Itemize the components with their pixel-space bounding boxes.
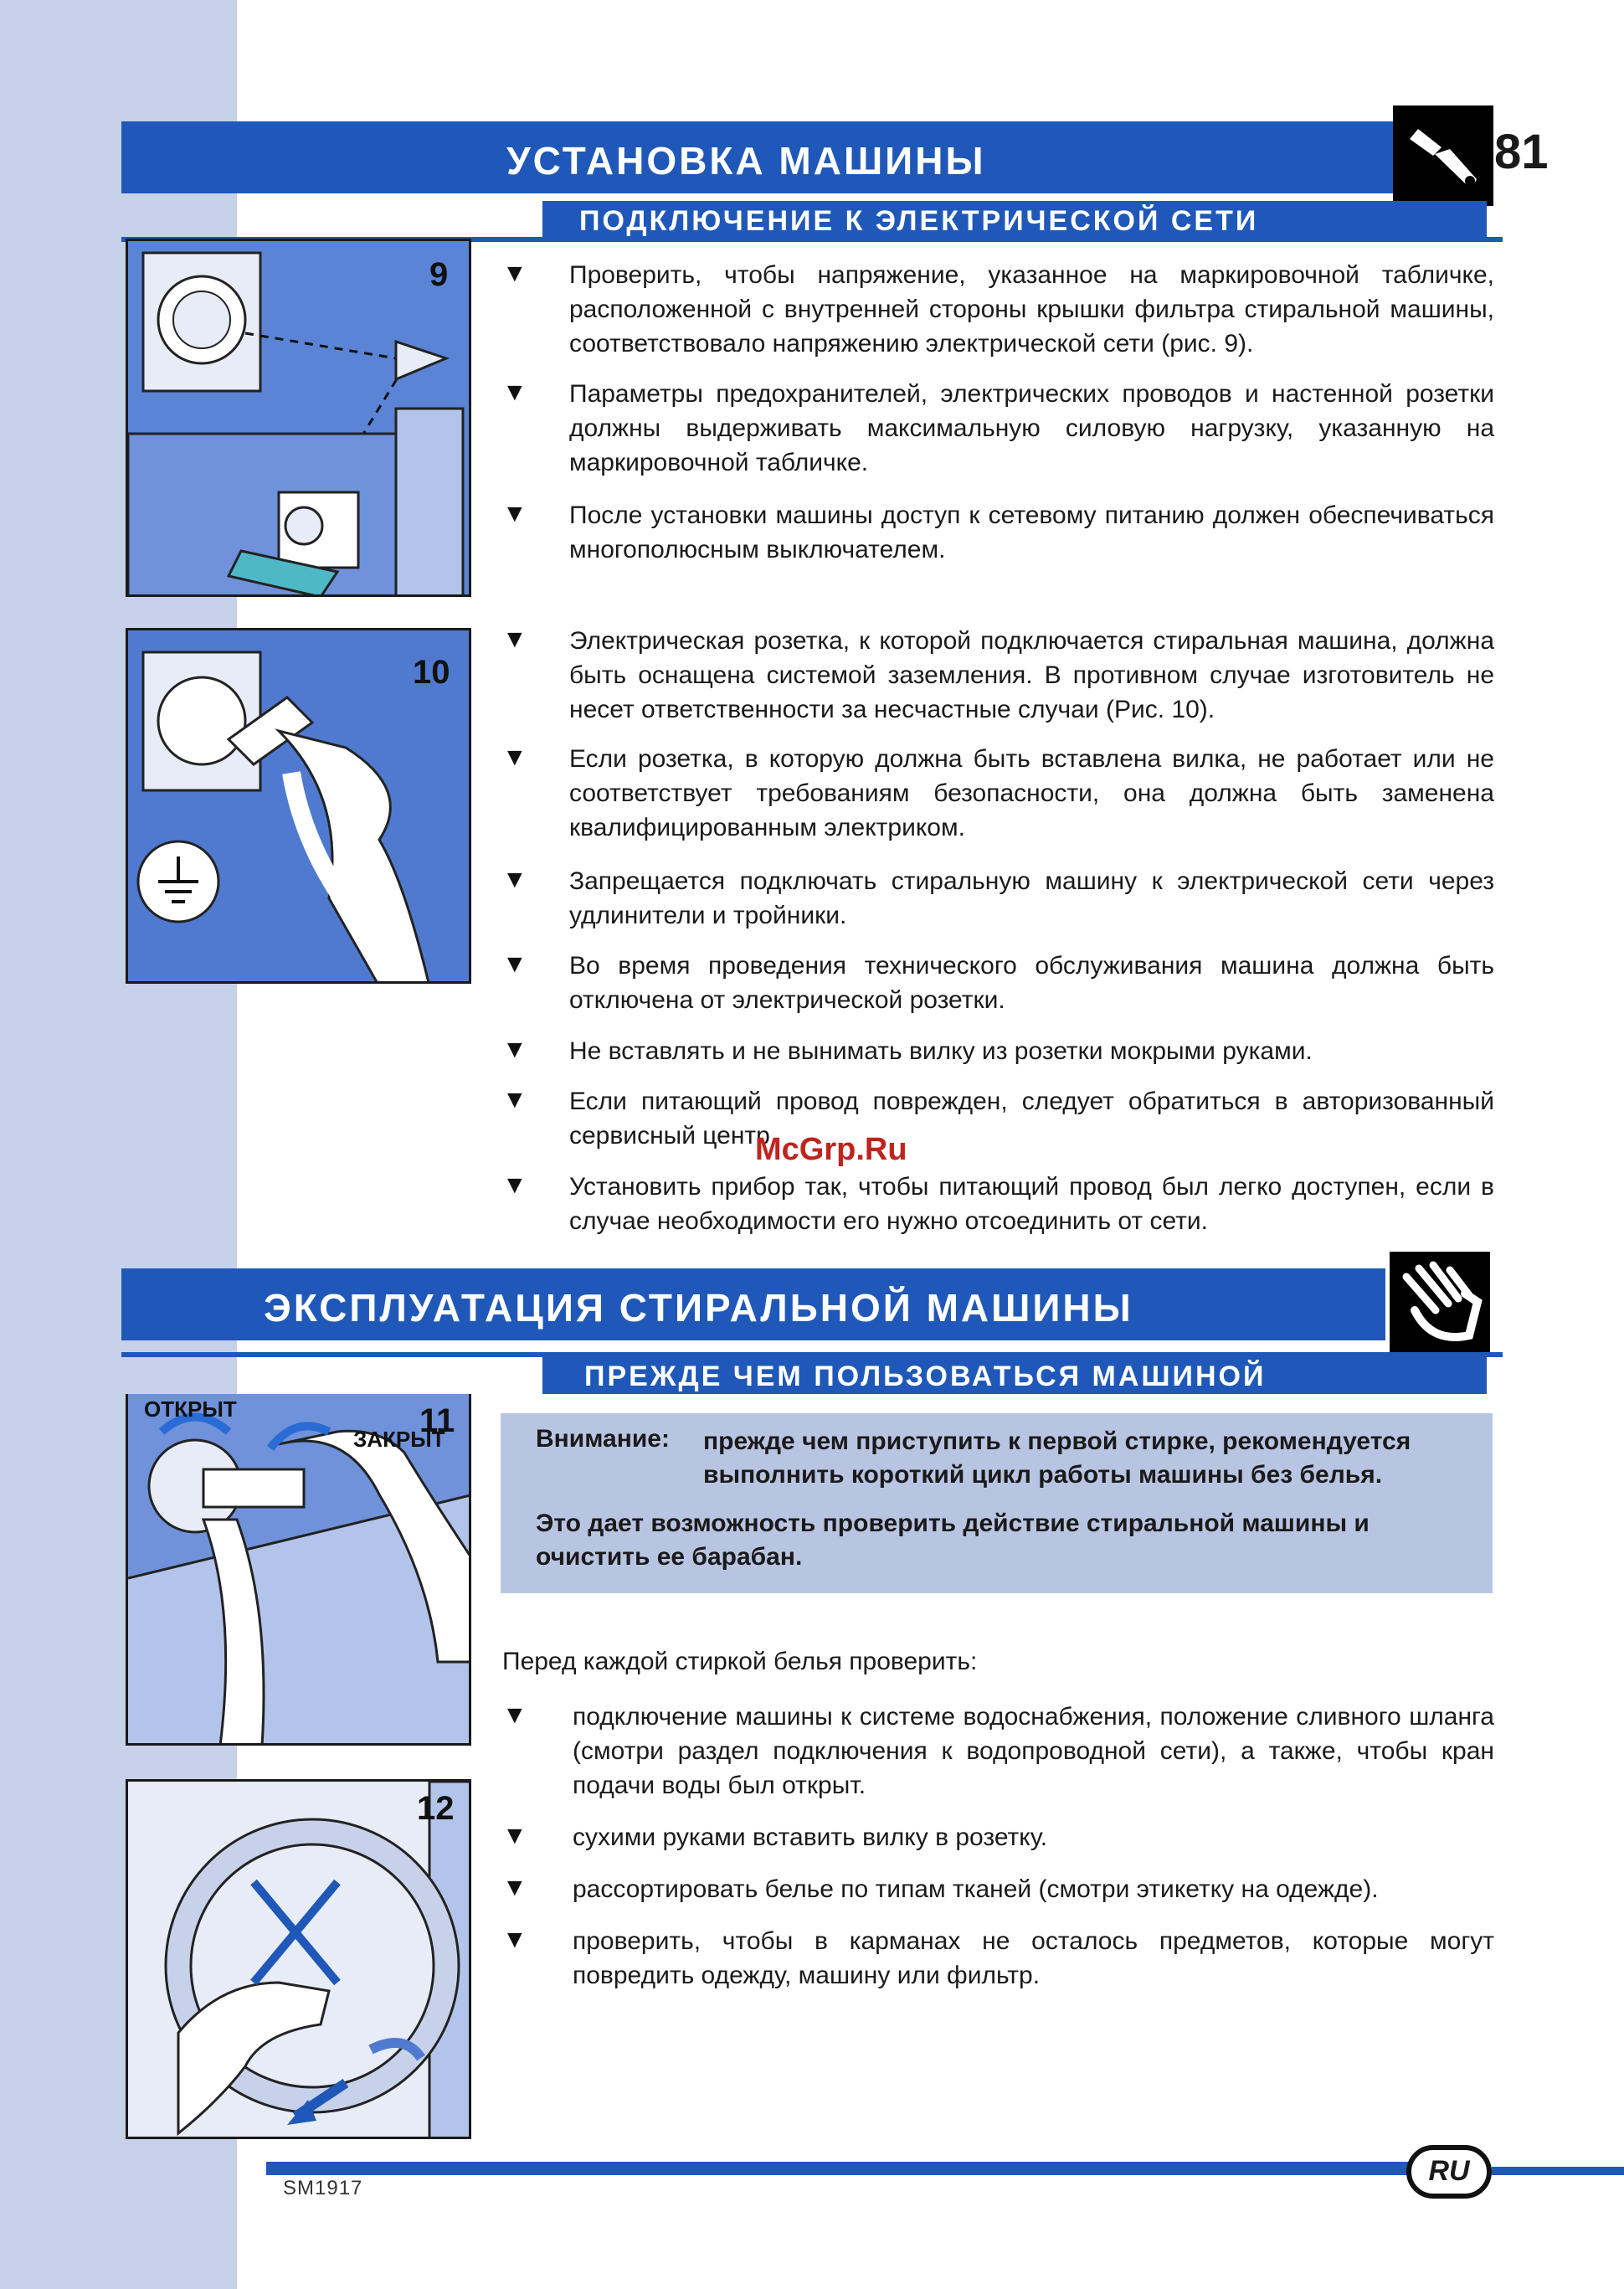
- figure-number: 10: [413, 654, 450, 691]
- checklist-intro: Перед каждой стиркой белья проверить:: [502, 1648, 978, 1675]
- list-item: [502, 1700, 1494, 1803]
- list-item: [502, 377, 1494, 480]
- hand-icon-box: [1390, 1252, 1490, 1352]
- bullet-marker: ▼: [502, 500, 527, 527]
- section-title-band: [121, 121, 1486, 193]
- list-item: [502, 1170, 1494, 1238]
- bullet-marker: ▼: [502, 1822, 527, 1849]
- list-item: [502, 1924, 1494, 1993]
- list-item: [502, 1820, 1494, 1854]
- list-item-text: Если розетка, в которую должна быть вставлена вилка, не работает или не соответствует требованиям безопасности, она должна быть заменена квалифицированным электриком.: [569, 745, 1494, 841]
- list-item: [502, 624, 1494, 727]
- bullet-marker: ▼: [502, 260, 527, 287]
- list-item-text: Не вставлять и не вынимать вилку из розетки мокрыми руками.: [569, 1037, 1313, 1065]
- section-title-band: [121, 1268, 1385, 1340]
- hand-icon: [1390, 1252, 1490, 1352]
- wrench-icon: [1393, 105, 1493, 206]
- bullet-marker: ▼: [502, 1171, 527, 1199]
- bullet-marker: ▼: [502, 1874, 527, 1901]
- document-code: SM1917: [283, 2177, 363, 2199]
- section-subtitle: ПРЕЖДЕ ЧЕМ ПОЛЬЗОВАТЬСЯ МАШИНОЙ: [584, 1361, 1267, 1392]
- list-item: [502, 498, 1494, 567]
- close-label: ЗАКРЫТ: [353, 1427, 445, 1452]
- list-item-text: сухими руками вставить вилку в розетку.: [573, 1823, 1048, 1851]
- figure-12: [126, 1779, 471, 2139]
- list-item: [502, 949, 1494, 1017]
- list-item: [502, 742, 1494, 845]
- figure-number: 9: [429, 256, 449, 293]
- list-item-text: Если питающий провод поврежден, следует обратиться в авторизованный сервисный центр.: [569, 1088, 1494, 1150]
- bullet-marker: ▼: [502, 743, 527, 771]
- language-badge: RU: [1406, 2145, 1492, 2199]
- section-title: ЭКСПЛУАТАЦИЯ СТИРАЛЬНОЙ МАШИНЫ: [264, 1286, 1133, 1330]
- bullet-marker: ▼: [502, 1086, 527, 1114]
- section-subtitle-band: [542, 1356, 1487, 1394]
- wrench-icon-box: [1393, 105, 1493, 206]
- list-item-text: Параметры предохранителей, электрических проводов и настенной розетки должны выдерживать максимальную силовую нагрузку, указанную на маркировочной табличке.: [569, 380, 1494, 476]
- list-item: [502, 1872, 1494, 1906]
- open-label: ОТКРЫТ: [144, 1397, 237, 1422]
- figure-number: 12: [417, 1790, 455, 1827]
- list-item: [502, 864, 1494, 933]
- list-item: [502, 1034, 1494, 1068]
- bullet-marker: ▼: [502, 378, 527, 406]
- note-box: [501, 1413, 1493, 1593]
- bullet-marker: ▼: [502, 950, 527, 978]
- figure-number: 11: [419, 1402, 455, 1439]
- list-item-text: Запрещается подключать стиральную машину к электрической сети через удлинители и тройники.: [569, 867, 1494, 929]
- figure-10: [126, 628, 471, 984]
- bullet-marker: ▼: [502, 1926, 527, 1953]
- note-text-secondary: Это дает возможность проверить действие стиральной машины и очистить ее барабан.: [536, 1510, 1370, 1571]
- list-item-text: Электрическая розетка, к которой подключается стиральная машина, должна быть оснащена системой заземления. В противном случае изготовитель не несет ответственности за несчастные случаи (Рис. 10).: [569, 627, 1494, 723]
- list-item-text: рассортировать белье по типам тканей (смотри этикетку на одежде).: [573, 1875, 1379, 1903]
- footer-rule-right: [1492, 2167, 1624, 2175]
- bullet-marker: ▼: [502, 1036, 527, 1063]
- list-item-text: подключение машины к системе водоснабжения, положение сливного шланга (смотри раздел подключения к водопроводной сети), а также, чтобы кран подачи воды был открыт.: [573, 1703, 1494, 1799]
- section-subtitle-band: [542, 201, 1487, 239]
- list-item-text: Проверить, чтобы напряжение, указанное на маркировочной табличке, расположенной с внутренней стороны крышки фильтра стиральной машины, соответствовало напряжению электрической сети (рис. 9).: [569, 261, 1494, 357]
- page-number: 81: [1494, 125, 1549, 179]
- section-title: УСТАНОВКА МАШИНЫ: [506, 139, 986, 183]
- section-subtitle: ПОДКЛЮЧЕНИЕ К ЭЛЕКТРИЧЕСКОЙ СЕТИ: [579, 205, 1259, 237]
- list-item-text: Во время проведения технического обслуживания машина должна быть отключена от электрической розетки.: [569, 952, 1494, 1014]
- list-item-text: После установки машины доступ к сетевому питанию должен обеспечиваться многополюсным выключателем.: [569, 502, 1494, 563]
- list-item-text: проверить, чтобы в карманах не осталось предметов, которые могут повредить одежду, машину или фильтр.: [573, 1927, 1494, 1989]
- watermark: McGrp.Ru: [755, 1132, 907, 1167]
- note-text: прежде чем приступить к первой стирке, рекомендуется выполнить короткий цикл работы машины без белья.: [703, 1427, 1411, 1489]
- bullet-marker: ▼: [502, 1701, 527, 1729]
- bullet-marker: ▼: [502, 866, 527, 893]
- bullet-marker: ▼: [502, 625, 527, 653]
- list-item: [502, 1084, 1494, 1153]
- note-label: Внимание:: [536, 1425, 670, 1453]
- footer-rule: [266, 2162, 1409, 2175]
- figure-9: [126, 239, 471, 597]
- list-item-text: Установить прибор так, чтобы питающий провод был легко доступен, если в случае необходимости его нужно отсоединить от сети.: [569, 1173, 1494, 1235]
- list-item: [502, 258, 1494, 361]
